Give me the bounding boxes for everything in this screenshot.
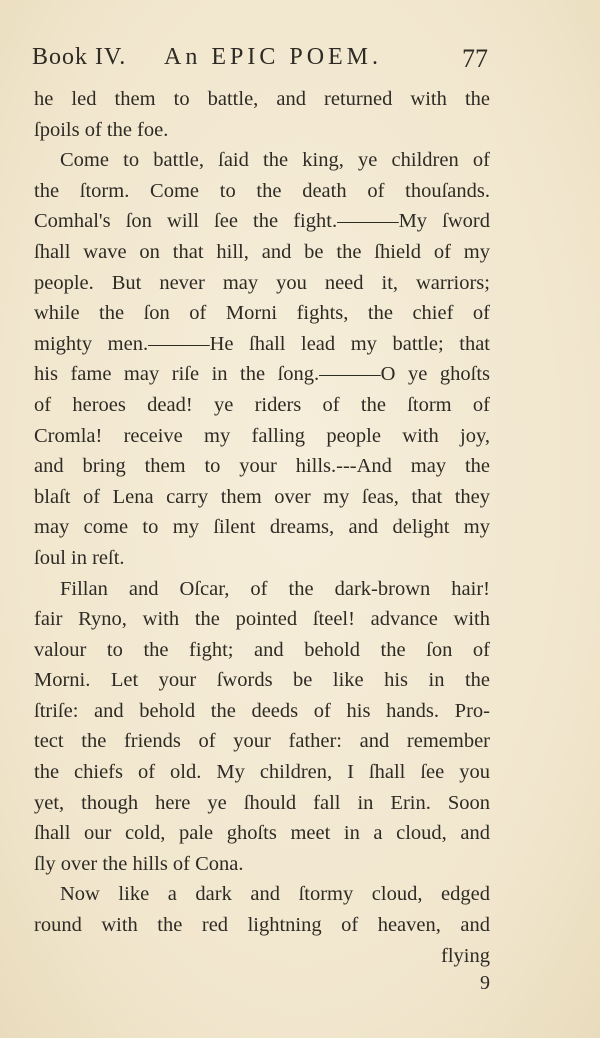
running-head-title: An EPIC POEM. xyxy=(164,44,383,70)
text-line: valour to the fight; and behold the ſon of xyxy=(34,638,490,661)
text-line: ſoul in reſt. xyxy=(34,546,125,569)
text-line: tect the friends of your father: and remember xyxy=(34,730,490,753)
text-line: ſtriſe: and behold the deeds of his hands. Pro- xyxy=(34,699,490,722)
text-line: he led them to battle, and returned with the xyxy=(34,88,490,110)
text-line: Morni. Let your ſwords be like his in the xyxy=(34,669,490,692)
text-line: Fillan and Oſcar, of the dark-brown hair! xyxy=(60,577,490,600)
text-line: blaſt of Lena carry them over my ſeas, that they xyxy=(34,485,490,508)
text-line: Cromla! receive my falling people with joy, xyxy=(34,424,490,447)
text-line: Now like a dark and ſtormy cloud, edged xyxy=(60,883,490,906)
text-line: round with the red lightning of heaven, and xyxy=(34,914,490,937)
text-line: ſly over the hills of Cona. xyxy=(34,852,244,875)
page-number: 77 xyxy=(462,44,488,73)
text-line: people. But never may you need it, warriors; xyxy=(34,271,490,294)
text-line: yet, though here ye ſhould fall in Erin. Soon xyxy=(34,791,490,814)
text-line: while the ſon of Morni fights, the chief of xyxy=(34,302,490,325)
text-line: the chiefs of old. My children, I ſhall ſee you xyxy=(34,761,490,784)
body-text xyxy=(34,84,490,971)
running-head-book: Book IV. xyxy=(32,44,127,70)
text-line: of heroes dead! ye riders of the ſtorm of xyxy=(34,393,490,416)
signature-mark: 9 xyxy=(480,972,490,994)
text-line: and bring them to your hills.---And may the xyxy=(34,455,490,478)
text-line: the ſtorm. Come to the death of thouſands. xyxy=(34,179,490,202)
text-line: Come to battle, ſaid the king, ye children of xyxy=(60,149,490,172)
text-line: mighty men.———He ſhall lead my battle; that xyxy=(34,332,490,355)
text-line: fair Ryno, with the pointed ſteel! advance with xyxy=(34,608,490,631)
text-line: ſpoils of the foe. xyxy=(34,118,169,141)
catchword: flying xyxy=(441,944,490,967)
text-line: Comhal's ſon will ſee the fight.———My ſword xyxy=(34,210,490,233)
text-line: his fame may riſe in the ſong.———O ye ghoſts xyxy=(34,363,490,386)
text-line: ſhall our cold, pale ghoſts meet in a cloud, and xyxy=(34,822,490,845)
text-line: ſhall wave on that hill, and be the ſhield of my xyxy=(34,240,490,263)
text-line: may come to my ſilent dreams, and delight my xyxy=(34,516,490,539)
